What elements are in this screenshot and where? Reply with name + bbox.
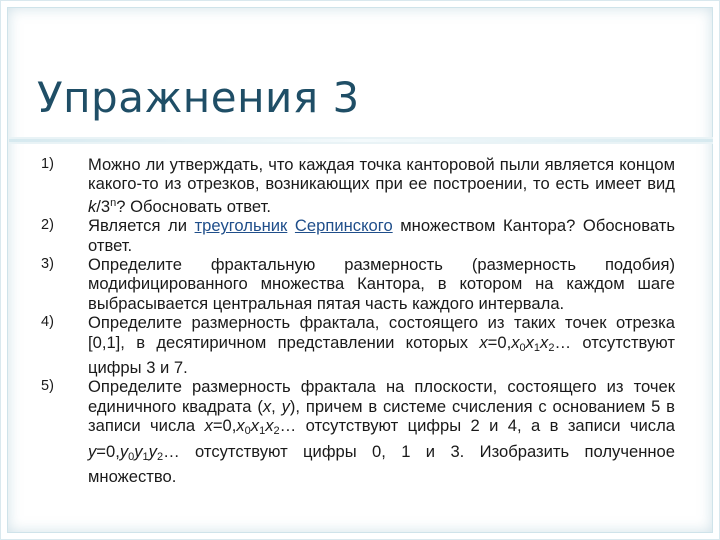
list-item (41, 255, 675, 313)
item-text: Является ли треугольник Серпинского множеством Кантора? Обосновать ответ. (88, 216, 675, 255)
list-item (41, 216, 675, 255)
item-text: Определите размерность фрактала, состоящего из таких точек отрезка [0,1], в десятиричном представлении которых $x=0,x_0x_1x_2\dots$ отсутствуют цифры 3 и 7. (88, 313, 675, 378)
slide-title: Упражнения 3 (37, 73, 360, 122)
list-item (41, 313, 675, 377)
item-number: 1) (41, 156, 54, 172)
item-text: Определите размерность фрактала на плоскости, состоящего из точек единичного квадрата (x, y), причем в системе счисления с основанием 5 в записи числа $x=0,x_0x_1x_2\dots$ отсутствуют цифры 2 и 4, а в записи числа $y=0,y_0y_1y_2\dots$ отсутствуют цифры 0, 1 и 3. Изобразить полученное множество. (88, 377, 675, 487)
item-text: Можно ли утверждать, что каждая точка канторовой пыли является концом какого-то из отрезков, возникающих при ее построении, то есть имеет вид k/3$^n$? Обосновать ответ. (88, 155, 675, 216)
sierpinski-link-word2[interactable]: Серпинского (294, 216, 393, 236)
item-number: 5) (41, 378, 54, 395)
exercise-list (41, 155, 675, 487)
list-item (41, 155, 675, 216)
title-divider-inner (9, 139, 713, 142)
item-number: 2) (41, 217, 54, 234)
sierpinski-link-word1[interactable]: треугольник (194, 216, 288, 236)
item-number: 3) (41, 256, 54, 273)
list-item (41, 377, 675, 486)
item-number: 4) (41, 314, 54, 331)
item-text: Определите фрактальную размерность (размерность подобия) модифицированного множества Кантора, в котором на каждом шаге выбрасывается центральная пятая часть каждого интервала. (88, 255, 675, 313)
